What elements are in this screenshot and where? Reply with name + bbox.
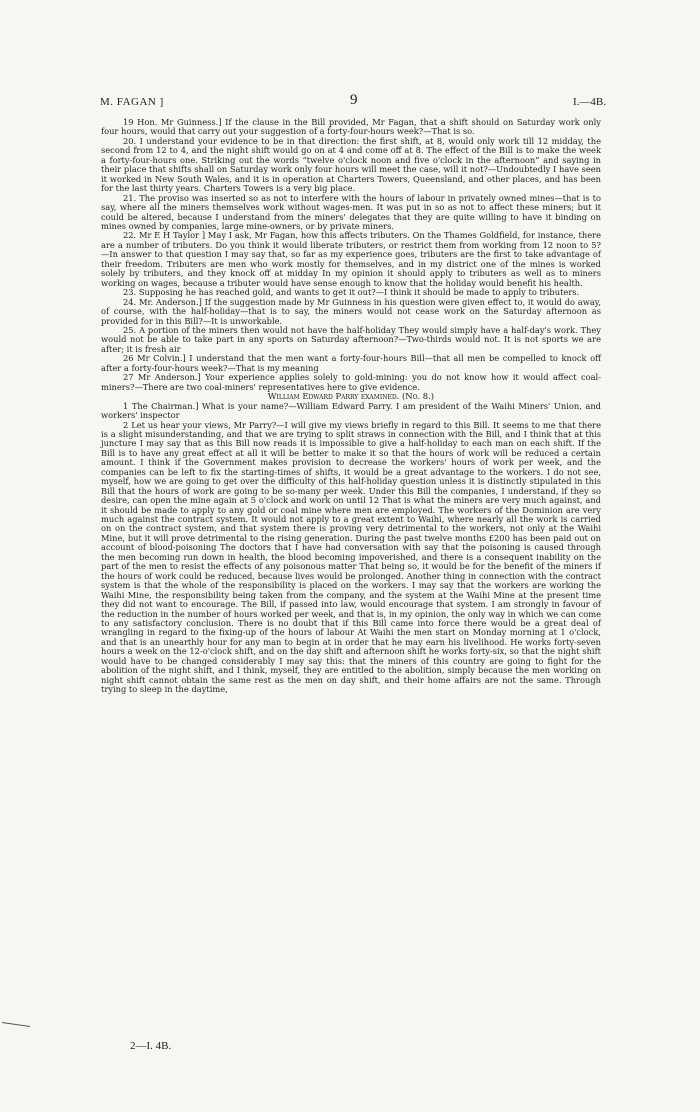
paragraph-q24: 24. Mr. Anderson.] If the suggestion made by Mr Guinness in his question were given effect to, it would do away, of course, with the half-holiday—that is to say, the miners would not cease work on the Saturday afternoon as provided for in this Bill?—It is unworkable. — [101, 296, 601, 326]
paragraph-q20: 20. I understand your evidence to be in that direction: the first shift, at 8, would only work till 12 midday, the second from 12 to 4, and the night shift would go on at 4 and come off at 8. The effect of the Bill is to make the week a forty-four-hours one. Striking out the words “twelve o'clock noon and five o'clock in the afternoon” and saying in their place that shifts shall on Saturday work only four hours will meet the case, will it not?—Undoubtedly I have seen it worked in New South Wales, and it is in operation at Charters Towers, Queensland, and other places, and has been for the last thirty years. Charters Towers is a very big place. — [101, 135, 601, 194]
paragraph-q27: 27 Mr Anderson.] Your experience applies solely to gold-mining: you do not know how it would affect coal-miners?—There are two coal-miners' representatives here to give evidence. — [101, 372, 601, 392]
document-reference: I.—4B. — [573, 96, 606, 108]
page-header — [100, 92, 606, 110]
section-heading: William Edward Parry examined. (No. 8.) — [267, 391, 435, 402]
paragraph-q22: 22. Mr E H Taylor ] May I ask, Mr Fagan, how this affects tributers. On the Thames Goldfield, for instance, there are a number of tributers. Do you think it would liberate tributers, or restrict them from working from 12 noon to 5?—In answer to that question I may say that, so far as my experience goes, tributers are the first to take advantage of their freedom. Tributers are men who work mostly for themselves, and in my district one of the mines is worked solely by tributers, and they knock off at midday In my opinion it should apply to tributers as well as to miners working on wages, because a tributer would have sense enough to know that the holiday would benefit his health. — [101, 230, 601, 288]
paragraph-q26: 26 Mr Colvin.] I understand that the men want a forty-four-hours Bill—that all men be compelled to knock off after a forty-four-hours week?—That is my meaning — [101, 353, 601, 373]
paragraph-parry-q1: 1 The Chairman.] What is your name?—William Edward Parry. I am president of the Waihi Miners' Union, and workers' inspector — [101, 400, 601, 421]
paragraph-parry-q2: 2 Let us hear your views, Mr Parry?—I will give my views briefly in regard to this Bill. It seems to me that there is a slight misunderstanding, and that we are trying to split straws in connection with the Bill, and I think that at this juncture I may say that as this Bill now reads it is impossible to give a half-holiday to each man on each shift. If the Bill is to have any great effect at all it will be better to make it so that the hours of work will be reduced a certain amount. I think if the Government makes provision to decrease the workers' hours of work per week, and the companies can be left to fix the starting-times of shifts, it would be a great advantage to the workers. I do not see, myself, how we are going to get over the difficulty of this half-holiday question unless it is distinctly stipulated in this Bill that the hours of work are going to be so-many per week. Under this Bill the companies, I understand, if they so desire, can open the mine again at 5 o'clock and work on until 12 That is what the miners are very much against, and it should be made to apply to any gold or coal mine where men are employed. The workers of the Dominion are very much against the contract system. It would not apply to a great extent to Waihi, where nearly all the work is carried on on the contract system, and that system there is proving very detrimental to the workers, not only at the Waihi Mine, but it will prove detrimental to the rising generation. During the past twelve months £200 has been paid out on account of blood-poisoning The doctors that I have had conversation with say that the poisoning is caused through the men becoming run down in health, the blood becoming impoverished, and there is a consequent inability on the part of the men to resist the effects of any poisonous matter That being so, it would be for the benefit of the miners if the hours of work could be reduced, because lives would be prolonged. Another thing in connection with the contract system is that the whole of the responsibility is placed on the workers. I may say that the workers are working the Waihi Mine, the responsibility being taken from the company, and the system at the Waihi Mine at the present time they did not want to encourage. The Bill, if passed into law, would encourage that system. I am strongly in favour of the reduction in the number of hours worked per week, and that is, in my opinion, the only way in which we can come to any satisfactory conclusion. There is no doubt that if this Bill came into force there would be a great deal of wrangling in regard to the fixing-up of the hours of labour At Waihi the men start on Monday morning at 1 o'clock, and that is an unearthly hour for any man to begin at in order that he may earn his livelihood. He works forty-seven hours a week on the 12-o'clock shift, and on the day shift and afternoon shift he works forty-six, so that the night shift would have to be changed considerably I may say this: that the miners of this country are going to fight for the abolition of the night shift, and I think, myself, they are entitled to the abolition, simply because the men working on night shift cannot obtain the same rest as the men on day shift, and their home affairs are not the same. Through trying to sleep in the daytime, — [101, 419, 601, 695]
page-footer-signature: 2—I. 4B. — [130, 1040, 172, 1052]
paragraph-q21: 21. The proviso was inserted so as not to interfere with the hours of labour in privately owned mines—that is to say, where all the miners themselves work without wages-men. It was put in so as not to affect these miners; but it could be altered, because I understand from the miners' delegates that they are quite willing to have it binding on mines owned by companies, large mine-owners, or by private miners. — [101, 192, 601, 231]
page-body — [101, 118, 601, 695]
paragraph-q23: 23. Supposing he has reached gold, and wants to get it out?—I think it should be made to apply to tributers. — [123, 287, 580, 298]
margin-mark — [2, 1022, 30, 1027]
page-number: 9 — [350, 92, 358, 108]
paragraph-q25: 25. A portion of the miners then would not have the half-holiday They would simply have a half-day's work. They would not be able to take part in any sports on Saturday afternoon?—Two-thirds would not. It is not sports we are after; it is fresh air — [101, 324, 601, 354]
paragraph-q19: 19 Hon. Mr Guinness.] If the clause in the Bill provided, Mr Fagan, that a shift should on Saturday work only four hours, would that carry out your suggestion of a forty-four-hours week?—That is so. — [101, 117, 601, 137]
header-witness-name: M. FAGAN ] — [100, 96, 164, 108]
